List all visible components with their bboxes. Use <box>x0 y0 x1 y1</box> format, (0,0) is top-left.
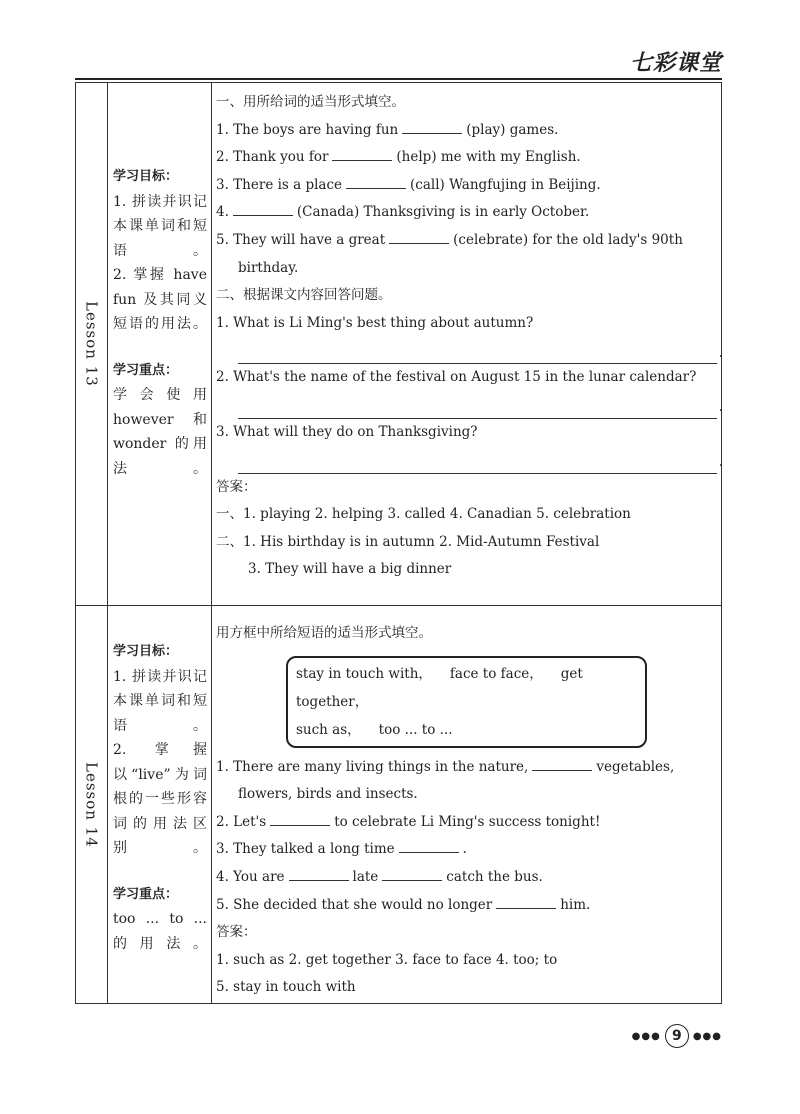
header-rule <box>75 78 722 80</box>
lesson13-fill-5: 5. They will have a great (celebrate) for the old lady's 90th <box>216 227 717 255</box>
lesson14-fill-3: 3. They talked a long time . <box>216 836 717 864</box>
lesson13-question-1: 1. What is Li Ming's best thing about autumn? <box>216 314 534 331</box>
lesson13-goals-cell <box>108 83 212 606</box>
lesson14-goal-1: 1. 拼读并识记本课单词和短语。 <box>113 668 207 734</box>
answer-line[interactable] <box>238 392 717 419</box>
lesson13-answer-title: 答案： <box>216 478 257 495</box>
lesson14-goals-cell <box>108 606 212 1004</box>
lesson14-fill-4: 4. You are late catch the bus. <box>216 864 717 892</box>
lesson13-fill-1: 1. The boys are having fun (play) games. <box>216 117 717 145</box>
lesson14-fill-1-cont: flowers, birds and insects. <box>238 786 418 803</box>
lesson13-label: Lesson 13 <box>82 301 101 387</box>
answer-blank[interactable] <box>402 119 462 134</box>
lesson13-fill-3: 3. There is a place (call) Wangfujing in Beijing. <box>216 172 717 200</box>
lesson13-label-cell <box>76 83 108 606</box>
lesson14-content-cell <box>212 606 722 1004</box>
answer-blank[interactable] <box>532 756 592 771</box>
lesson14-answer-title: 答案： <box>216 924 257 941</box>
lesson13-answer-2: 二、1. His birthday is in autumn 2. Mid-Autumn Festival <box>216 533 600 550</box>
answer-blank[interactable] <box>382 866 442 881</box>
lesson14-fill-2: 2. Let's to celebrate Li Ming's success tonight! <box>216 809 717 837</box>
page-number-value: 9 <box>665 1024 689 1048</box>
answer-blank[interactable] <box>289 866 349 881</box>
lesson13-answer-1: 一、1. playing 2. helping 3. called 4. Canadian 5. celebration <box>216 506 631 523</box>
lesson14-focus-title: 学习重点： <box>113 886 179 902</box>
lesson13-fill-4: 4. (Canada) Thanksgiving is in early October. <box>216 199 717 227</box>
brand-logo: 七彩课堂 <box>629 51 722 76</box>
lesson14-fill-1: 1. There are many living things in the nature, vegetables, <box>216 754 717 782</box>
phrase-item: get together， <box>296 665 583 710</box>
answer-blank[interactable] <box>332 146 392 161</box>
lesson14-label-cell <box>76 606 108 1004</box>
lesson14-answer-2: 5. stay in touch with <box>216 979 356 996</box>
lesson13-focus-1: 学会使用 however 和 wonder 的用法。 <box>113 387 207 477</box>
answer-line[interactable] <box>238 337 717 364</box>
lesson14-answer-1: 1. such as 2. get together 3. face to face 4. too; to <box>216 951 558 968</box>
lesson13-fill-5-cont: birthday. <box>238 259 299 276</box>
lesson13-goals-title: 学习目标： <box>113 169 179 184</box>
answer-blank[interactable] <box>389 229 449 244</box>
lesson14-row <box>76 606 722 1004</box>
lesson13-row <box>76 83 722 606</box>
phrase-item: too ... to ... <box>378 721 453 738</box>
lesson13-goal-1: 1. 拼读并识记本课单词和短语。 <box>113 193 207 259</box>
phrase-item: such as， <box>296 721 361 738</box>
dots-decoration: ●●● <box>631 1030 661 1042</box>
answer-blank[interactable] <box>346 174 406 189</box>
lesson14-label: Lesson 14 <box>82 761 101 848</box>
lesson13-fill-2: 2. Thank you for (help) me with my English. <box>216 144 717 172</box>
lesson14-fill-5: 5. She decided that she would no longer him. <box>216 892 717 920</box>
lesson13-answer-3: 3. They will have a big dinner <box>248 561 452 578</box>
answer-blank[interactable] <box>233 201 293 216</box>
lesson13-content-cell <box>212 83 722 606</box>
lesson13-question-3: 3. What will they do on Thanksgiving? <box>216 423 478 440</box>
phrase-box <box>286 656 647 748</box>
lesson14-goals-title: 学习目标： <box>113 644 179 659</box>
phrase-item: face to face， <box>449 665 543 682</box>
lesson14-instruction: 用方框中所给短语的适当形式填空。 <box>216 625 432 641</box>
lesson13-goal-2: 2. 掌握 have fun 及其同义短语的用法。 <box>113 267 207 332</box>
lesson13-section1-title: 一、用所给词的适当形式填空。 <box>216 94 405 110</box>
answer-line[interactable] <box>238 447 717 474</box>
answer-blank[interactable] <box>270 811 330 826</box>
answer-blank[interactable] <box>496 894 556 909</box>
answer-blank[interactable] <box>399 838 459 853</box>
lesson13-section2-title: 二、根据课文内容回答问题。 <box>216 287 392 304</box>
dots-decoration: ●●● <box>692 1030 722 1042</box>
phrase-item: stay in touch with， <box>296 665 432 682</box>
page-number <box>632 1024 722 1048</box>
lesson13-focus-title: 学习重点： <box>113 362 179 378</box>
lesson-table <box>75 82 722 1004</box>
lesson14-goal-2: 2. 掌握以“live”为词根的一些形容词的用法区别。 <box>113 742 207 856</box>
lesson13-question-2: 2. What's the name of the festival on August 15 in the lunar calendar? <box>216 369 697 386</box>
lesson14-focus-1: too ... to ... 的用法。 <box>113 911 207 952</box>
